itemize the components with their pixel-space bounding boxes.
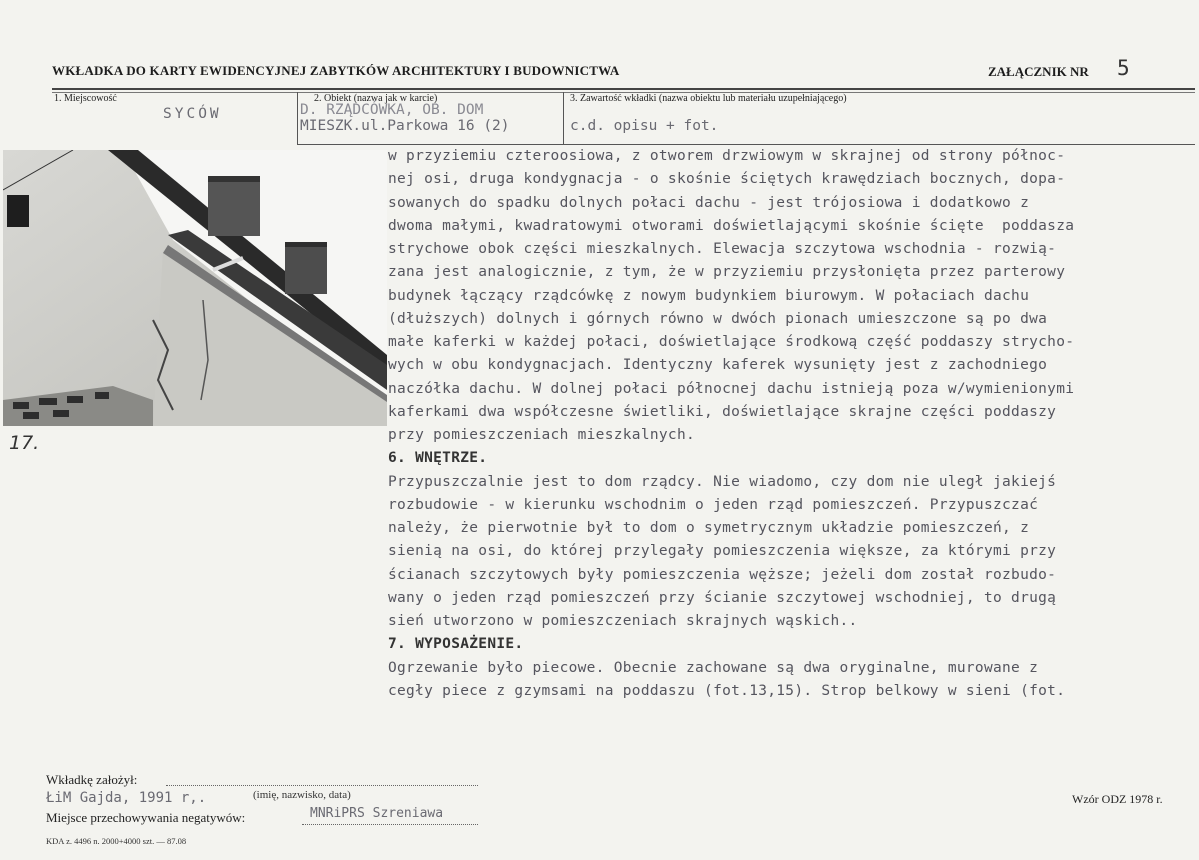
text-line: sienią na osi, do której przylegały pomieszczenia większe, za którymi przy [388, 543, 1057, 560]
attachment-label: ZAŁĄCZNIK NR [988, 64, 1089, 79]
text-line: strychowe obok części mieszkalnych. Elewacja szczytowa wschodnia - rozwią- [388, 241, 1057, 257]
storage-value: MNRiPRS Szreniawa [310, 806, 444, 821]
text-line: Przypuszczalnie jest to dom rządcy. Nie wiadomo, czy dom nie uległ jakiejś [388, 473, 1057, 490]
field-divider-2 [563, 92, 564, 144]
created-by-line [166, 784, 478, 786]
text-line: 7. WYPOSAŻENIE. [388, 636, 524, 653]
text-line: (dłuższych) dolnych i górnych równo w dwóch pionach umieszczone są po dwa [388, 310, 1048, 327]
text-line: rozbudowie - w kierunku wschodnim o jeden rząd pomieszczeń. Przypuszczać [388, 496, 1039, 513]
text-line: małe kaferki w każdej połaci, doświetlające środkową część poddaszy strycho- [388, 334, 1075, 350]
text-line: dwoma małymi, kwadratowymi otworami doświetlającymi skośnie ścięte poddasza [388, 217, 1075, 234]
text-line: przy pomieszczeniach mieszkalnych. [388, 427, 696, 443]
locality-label: 1. Miejscowość [54, 93, 117, 104]
photo-number: 17. [9, 432, 40, 454]
field-divider-1 [297, 92, 298, 144]
text-line: nej osi, druga kondygnacja - o skośnie ściętych krawędziach bocznych, dopa- [388, 171, 1066, 188]
storage-label: Miejsce przechowywania negatywów: [46, 810, 246, 825]
locality-value: SYCÓW [163, 106, 222, 122]
form-title: WKŁADKA DO KARTY EWIDENCYJNEJ ZABYTKÓW ARCHITEKTURY I BUDOWNICTWA [52, 63, 620, 78]
text-line: sowanych do spadku dolnych połaci dachu - jest trójosiowa i dodatkowo z [388, 194, 1030, 211]
text-line: kaferkami dwa współczesne świetliki, doświetlające skrajne części poddaszy [388, 403, 1057, 420]
text-line: ścianach szczytowych były pomieszczenia węższe; jeżeli dom został rozbudo- [388, 566, 1057, 583]
text-line: wany o jeden rząd pomieszczeń przy ścianie szczytowej wschodniej, to drugą [388, 589, 1057, 606]
text-line: Ogrzewanie było piecowe. Obecnie zachowane są dwa oryginalne, murowane z [388, 659, 1039, 676]
text-line: zana jest analogicznie, z tym, że w przyziemiu przysłonięta przez parterowy [388, 264, 1066, 281]
text-line: naczółka dachu. W dolnej połaci północnej dachu istnieją poza w/wymienionymi [388, 380, 1075, 397]
created-by-hint: (imię, nazwisko, data) [253, 789, 351, 801]
contents-value: c.d. opisu + fot. [570, 118, 719, 134]
object-value-line1: D. RZĄDCÓWKA, OB. DOM [300, 102, 484, 118]
template-label: Wzór ODZ 1978 r. [1072, 792, 1163, 806]
contents-label: 3. Zawartość wkładki (nazwa obiektu lub materiału uzupełniającego) [570, 93, 847, 104]
created-by-label: Wkładkę założył: [46, 772, 138, 787]
storage-line [302, 823, 478, 825]
created-by-value: ŁiM Gajda, 1991 r,. [46, 790, 207, 806]
text-line: 6. WNĘTRZE. [388, 450, 488, 467]
print-info: KDA z. 4496 n. 2000+4000 szt. — 87.08 [46, 836, 187, 846]
header-rule [52, 88, 1195, 90]
text-line: budynek łączący rządcówkę z nowym budynkiem biurowym. W połaciach dachu [388, 287, 1030, 304]
building-photo [3, 150, 387, 426]
text-line: należy, że pierwotnie był to dom o symetrycznym układzie pomieszczeń, z [388, 520, 1030, 536]
fields-bottom-rule [297, 144, 1195, 145]
attachment-number: 5 [1117, 56, 1130, 80]
object-label: 2. Obiekt (nazwa jak w karcie) [314, 93, 438, 104]
text-line: w przyziemiu czteroosiowa, z otworem drzwiowym w skrajnej od strony północ- [388, 148, 1066, 164]
text-line: wych w obu kondygnacjach. Identyczny kaferek wysunięty jest z zachodniego [388, 357, 1048, 374]
object-value-line2: MIESZK.ul.Parkowa 16 (2) [300, 118, 510, 134]
text-line: sień utworzono w pomieszczeniach skrajnych wąskich.. [388, 613, 858, 629]
text-line: cegły piece z gzymsami na poddaszu (fot.13,15). Strop belkowy w sieni (fot. [388, 682, 1066, 699]
building-photo-graphic [3, 150, 387, 426]
